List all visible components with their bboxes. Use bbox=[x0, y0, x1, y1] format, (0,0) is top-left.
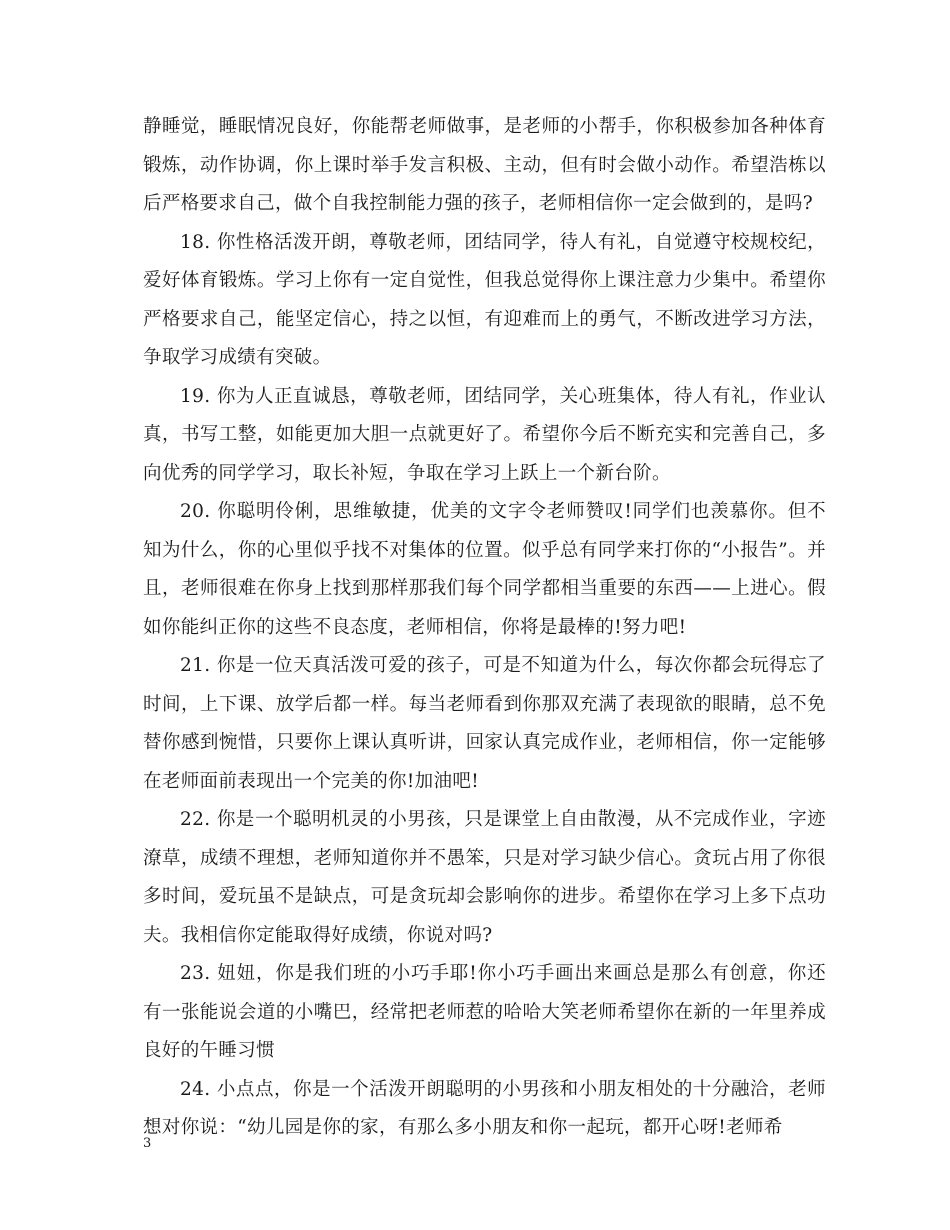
paragraph-20: 20. 你聪明伶俐，思维敏捷，优美的文字令老师赞叹!同学们也羡慕你。但不知为什么，你的心里似乎找不对集体的位置。似乎总有同学来打你的“小报告”。并且，老师很难在你身上找到那样那我们每个同学都相当重要的东西——上进心。假如你能纠正你的这些不良态度，老师相信，你将是最棒的!努力吧! bbox=[143, 501, 826, 638]
paragraph-18: 18. 你性格活泼开朗，尊敬老师，团结同学，待人有礼，自觉遵守校规校纪，爱好体育锻炼。学习上你有一定自觉性，但我总觉得你上课注意力少集中。希望你严格要求自己，能坚定信心，持之以恒，有迎难而上的勇气，不断改进学习方法，争取学习成绩有突破。 bbox=[143, 231, 826, 368]
page-number: 3 bbox=[143, 1136, 152, 1151]
paragraph-17-continued: 静睡觉，睡眠情况良好，你能帮老师做事，是老师的小帮手，你积极参加各种体育锻炼，动作协调，你上课时举手发言积极、主动，但有时会做小动作。希望浩栋以后严格要求自己，做个自我控制能力强的孩子，老师相信你一定会做到的，是吗? bbox=[143, 116, 826, 214]
document-body bbox=[143, 108, 826, 1148]
paragraph-24: 24. 小点点，你是一个活泼开朗聪明的小男孩和小朋友相处的十分融洽，老师想对你说：“幼儿园是你的家，有那么多小朋友和你一起玩，都开心呀!老师希 bbox=[143, 1078, 826, 1138]
paragraph-22: 22. 你是一个聪明机灵的小男孩，只是课堂上自由散漫，从不完成作业，字迹潦草，成绩不理想，老师知道你并不愚笨，只是对学习缺少信心。贪玩占用了你很多时间，爱玩虽不是缺点，可是贪玩却会影响你的进步。希望你在学习上多下点功夫。我相信你定能取得好成绩，你说对吗? bbox=[143, 809, 826, 946]
paragraph-19: 19. 你为人正直诚恳，尊敬老师，团结同学，关心班集体，待人有礼，作业认真，书写工整，如能更加大胆一点就更好了。希望你今后不断充实和完善自己，多向优秀的同学学习，取长补短，争取在学习上跃上一个新台阶。 bbox=[143, 385, 826, 484]
paragraph-23: 23. 妞妞，你是我们班的小巧手耶!你小巧手画出来画总是那么有创意，你还有一张能说会道的小嘴巴，经常把老师惹的哈哈大笑老师希望你在新的一年里养成良好的午睡习惯 bbox=[143, 963, 826, 1061]
paragraph-21: 21. 你是一位天真活泼可爱的孩子，可是不知道为什么，每次你都会玩得忘了时间，上下课、放学后都一样。每当老师看到你那双充满了表现欲的眼睛，总不免替你感到惋惜，只要你上课认真听讲，回家认真完成作业，老师相信，你一定能够在老师面前表现出一个完美的你!加油吧! bbox=[143, 655, 826, 792]
